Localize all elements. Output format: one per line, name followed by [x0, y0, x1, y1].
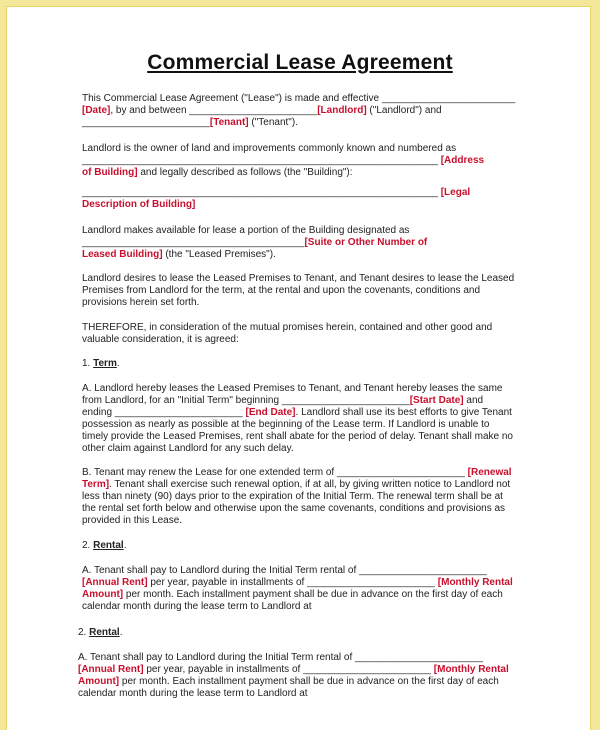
date-placeholder[interactable]: [Date]	[82, 105, 111, 116]
s1-b-line4: the rental set forth below and otherwise upon the same covenants, conditions and provisions as	[82, 503, 506, 514]
p2-line2: ________________________________________________________________ [Address	[82, 155, 485, 166]
end-date-placeholder[interactable]: [End Date]	[242, 407, 296, 418]
p1-line1: This Commercial Lease Agreement ("Lease") is made and effective ________________________	[82, 93, 516, 104]
s1-b-line3: less than ninety (90) days prior to the expiration of the Initial Term. The renewal term shall be at	[82, 491, 503, 502]
section-1-heading: 1. Term.	[82, 358, 120, 369]
s2-a-line1: A. Tenant shall pay to Landlord during the Initial Term rental of _______________________	[82, 565, 487, 576]
annual-rent-placeholder[interactable]: [Annual Rent]	[82, 577, 148, 588]
renewal-term-placeholder[interactable]: [Renewal	[464, 467, 512, 478]
suite-placeholder[interactable]: [Suite or Other Number of	[304, 237, 428, 248]
s2r-a-line3: Amount] per month. Each installment payment shall be due in advance on the first day of each	[78, 676, 499, 687]
p4-line3: provisions herein set forth.	[82, 297, 200, 308]
p4-line1: Landlord desires to lease the Leased Premises to Tenant, and Tenant desires to lease the Leased	[82, 273, 515, 284]
s1-a-line1: A. Landlord hereby leases the Leased Premises to Tenant, and Tenant hereby leases the same	[82, 383, 503, 394]
p2-line1: Landlord is the owner of land and improvements commonly known and numbered as	[82, 143, 457, 154]
address-placeholder[interactable]: [Address	[437, 155, 485, 166]
monthly-rent-placeholder[interactable]: [Monthly Rental	[435, 577, 513, 588]
p3-line3: Leased Building] (the "Leased Premises").	[82, 249, 276, 260]
s2r-a-line4: calendar month during the lease term to Landlord at	[78, 688, 308, 699]
s1-a-line3: ending _______________________ [End Date]. Landlord shall use its best efforts to give Tenant	[82, 407, 512, 418]
s1-a-line5: timely provide the Leased Premises, rent shall abate for the period of delay. Tenant shall make no	[82, 431, 513, 442]
landlord-placeholder[interactable]: [Landlord]	[317, 105, 367, 116]
p3-line1: Landlord makes available for lease a portion of the Building designated as	[82, 225, 410, 236]
p1-line3: _______________________[Tenant] ("Tenant").	[82, 117, 298, 128]
s2r-a-line2: [Annual Rent] per year, payable in installments of _______________________ [Monthly Rental	[78, 664, 509, 675]
p4-line2: Premises from Landlord for the term, at the rental and upon the covenants, conditions and	[82, 285, 481, 296]
p2-line3: of Building] and legally described as follows (the "Building"):	[82, 167, 353, 178]
s1-b-line5: provided in this Lease.	[82, 515, 183, 526]
s2-a-line3: Amount] per month. Each installment payment shall be due in advance on the first day of each	[82, 589, 503, 600]
document-title: Commercial Lease Agreement	[147, 51, 453, 74]
p2-line5: Description of Building]	[82, 199, 196, 210]
s1-b-line2: Term]. Tenant shall exercise such renewal option, if at all, by giving written notice to Landlord not	[82, 479, 511, 490]
monthly-rent-placeholder-repeat[interactable]: [Monthly Rental	[431, 664, 509, 675]
p1-line2: [Date], by and between _______________________[Landlord] ("Landlord") and	[82, 105, 442, 116]
s2-a-line4: calendar month during the lease term to Landlord at	[82, 601, 312, 612]
tenant-placeholder[interactable]: [Tenant]	[209, 117, 249, 128]
annual-rent-placeholder-repeat[interactable]: [Annual Rent]	[78, 664, 144, 675]
s1-a-line6: other claim against Landlord for any such delay.	[82, 443, 294, 454]
document-page	[7, 7, 590, 730]
start-date-placeholder[interactable]: [Start Date]	[409, 395, 464, 406]
s1-b-line1: B. Tenant may renew the Lease for one extended term of _______________________ [Renewal	[82, 467, 512, 478]
section-2-heading-repeat: 2. Rental.	[78, 627, 123, 638]
p3-line2: ________________________________________[Suite or Other Number of	[82, 237, 428, 248]
p5-line2: valuable consideration, it is agreed:	[82, 334, 239, 345]
s2-a-line2: [Annual Rent] per year, payable in installments of _______________________ [Monthly Rental	[82, 577, 513, 588]
section-2-heading: 2. Rental.	[82, 540, 127, 551]
legal-description-placeholder[interactable]: [Legal	[437, 187, 471, 198]
s1-a-line2: from Landlord, for an "Initial Term" beginning _______________________[Start Date] and	[82, 395, 484, 406]
s1-a-line4: possession as nearly as possible at the beginning of the Lease term. If Landlord is unable to	[82, 419, 490, 430]
p5-line1: THEREFORE, in consideration of the mutual promises herein, contained and other good and	[82, 322, 493, 333]
s2r-a-line1: A. Tenant shall pay to Landlord during the Initial Term rental of _______________________	[78, 652, 483, 663]
p2-line4: ________________________________________________________________ [Legal	[82, 187, 471, 198]
